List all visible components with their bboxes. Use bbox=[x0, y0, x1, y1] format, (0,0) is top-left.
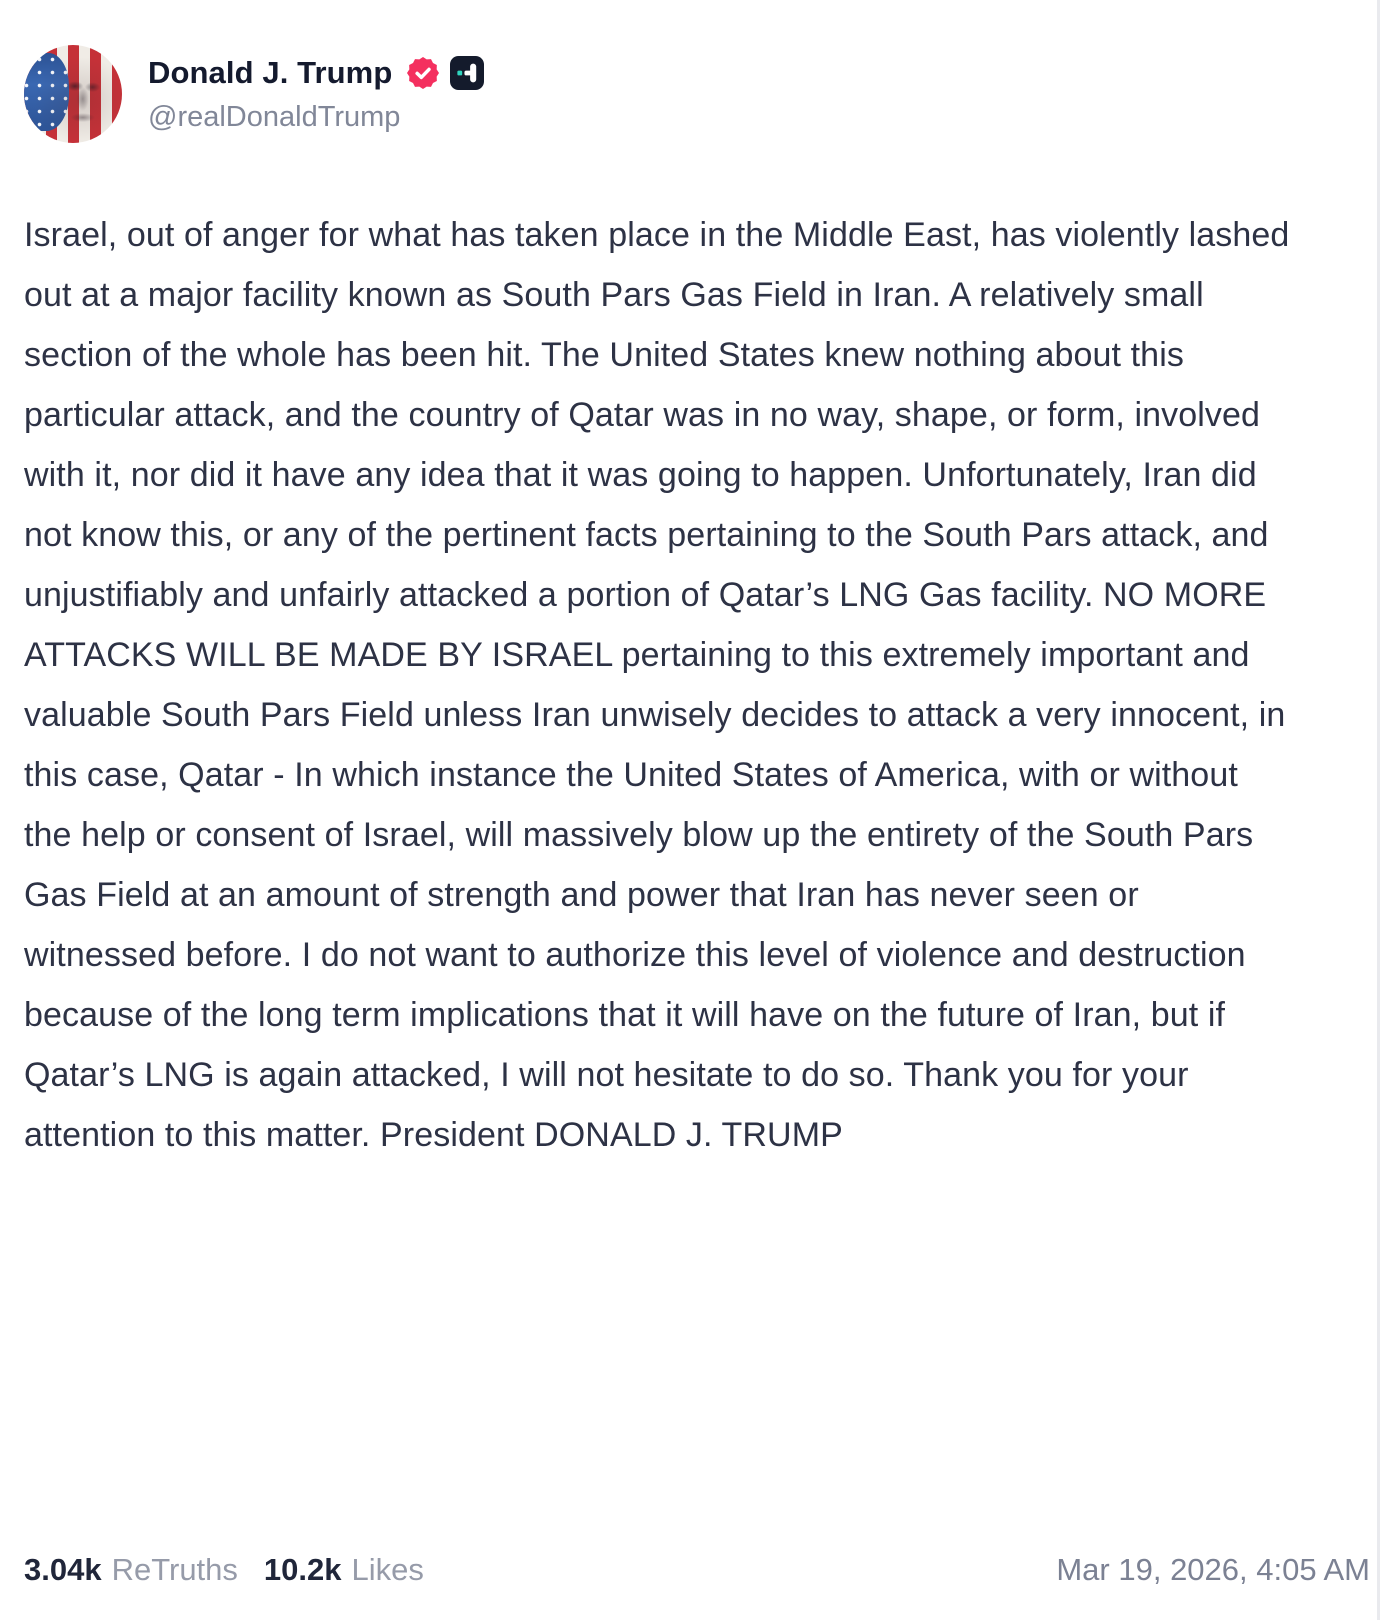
author-handle[interactable]: @realDonaldTrump bbox=[148, 100, 401, 133]
author-display-name[interactable]: Donald J. Trump bbox=[148, 54, 393, 90]
retruths-label: ReTruths bbox=[111, 1552, 238, 1587]
card-right-border bbox=[1377, 0, 1380, 1620]
avatar[interactable] bbox=[24, 45, 122, 143]
author-name-row bbox=[148, 55, 484, 91]
post-footer bbox=[24, 1552, 1370, 1588]
likes-stat[interactable] bbox=[264, 1552, 424, 1588]
post-stats bbox=[24, 1552, 424, 1588]
likes-count: 10.2k bbox=[263, 1552, 342, 1587]
avatar-face-shading bbox=[24, 45, 122, 143]
timestamp: Mar 19, 2026, 4:05 AM bbox=[1056, 1552, 1370, 1587]
post-header bbox=[0, 0, 1390, 143]
verified-badge-icon bbox=[407, 57, 439, 89]
likes-label: Likes bbox=[351, 1552, 424, 1587]
author-info bbox=[148, 45, 484, 143]
truth-plus-one-badge-icon bbox=[450, 56, 484, 90]
post-body-text: Israel, out of anger for what has taken place in the Middle East, has violently lashed out at a major facility known as South Pars Gas Field in Iran. A relatively small section of the whole has been hit. The United States knew nothing about this particular attack, and the country of Qatar was in no way, shape, or form, involved with it, nor did it have any idea that it was going to happen. Unfortunately, Iran did not know this, or any of the pertinent facts pertaining to the South Pars attack, and unjustifiably and unfairly attacked a portion of Qatar’s LNG Gas facility. NO MORE ATTACKS WILL BE MADE BY ISRAEL pertaining to this extremely important and valuable South Pars Field unless Iran unwisely decides to attack a very innocent, in this case, Qatar - In which instance the United States of America, with or without the help or consent of Israel, will massively blow up the entirety of the South Pars Gas Field at an amount of strength and power that Iran has never seen or witnessed before. I do not want to authorize this level of violence and destruction because of the long term implications that it will have on the future of Iran, but if Qatar’s LNG is again attacked, I will not hesitate to do so. Thank you for your attention to this matter. President DONALD J. TRUMP bbox=[24, 216, 1290, 1154]
retruths-stat[interactable] bbox=[24, 1552, 238, 1588]
retruths-count: 3.04k bbox=[24, 1552, 102, 1587]
